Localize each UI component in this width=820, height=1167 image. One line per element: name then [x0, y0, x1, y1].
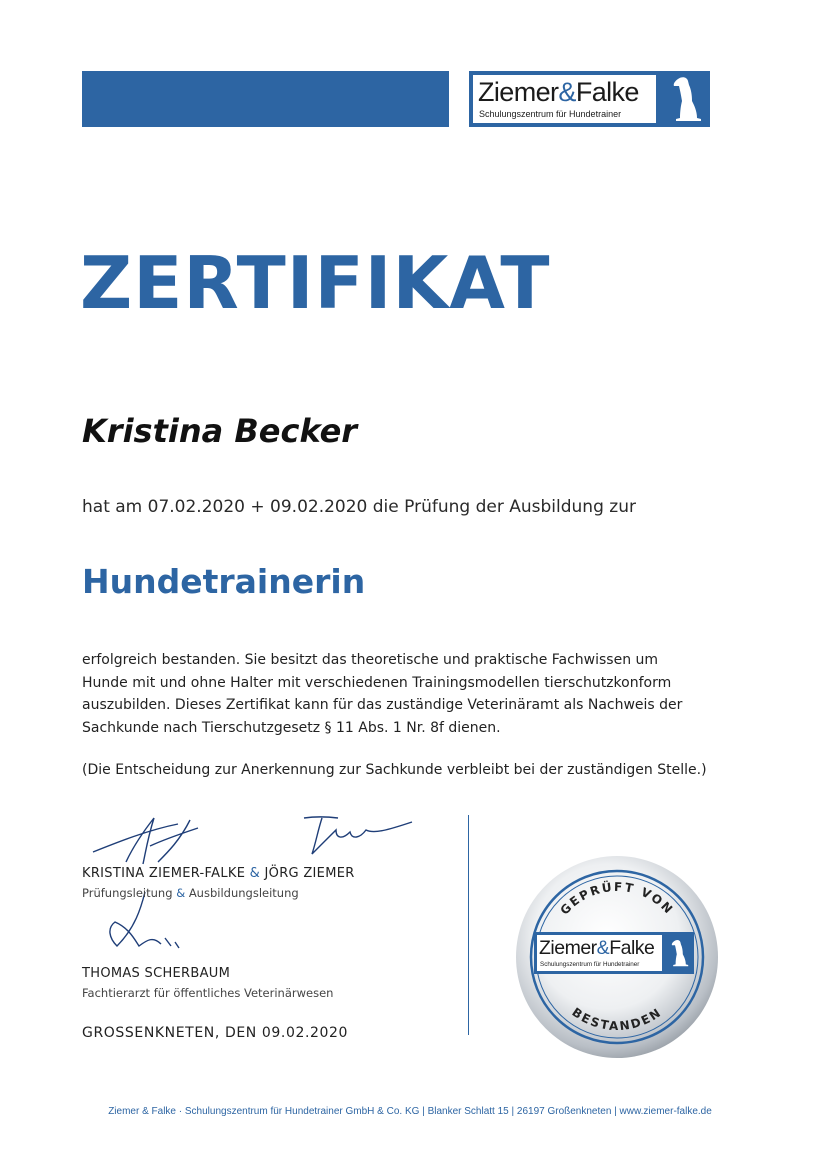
sitting-dog-icon [664, 75, 704, 123]
body-line: Hunde mit und ohne Halter mit verschiedenen Trainingsmodellen tierschutzkonform [82, 674, 672, 691]
footer-address: Ziemer & Falke · Schulungszentrum für Hundetrainer GmbH & Co. KG | Blanker Schlatt 15 | 26197 Großenkneten | www.ziemer-falke.de [108, 1106, 712, 1117]
signer-roles: Prüfungsleitung & Ausbildungsleitung [82, 886, 299, 900]
qualification-title: Hundetrainerin [82, 562, 366, 601]
seal-logo-subtitle: Schulungszentrum für Hundetrainer [540, 961, 640, 968]
seal-bottom-text: BESTANDEN [569, 1004, 665, 1034]
place-and-date: GROSSENKNETEN, DEN 09.02.2020 [82, 1025, 349, 1041]
vet-name: THOMAS SCHERBAUM [82, 966, 231, 981]
seal-top-text: GEPRÜFT VON [557, 879, 677, 918]
seal-logo-wordmark: Ziemer&Falke [539, 937, 655, 959]
exam-dates-line: hat am 07.02.2020 + 09.02.2020 die Prüfung der Ausbildung zur [82, 497, 636, 517]
signer-names: KRISTINA ZIEMER-FALKE & JÖRG ZIEMER [82, 866, 355, 881]
legal-note: (Die Entscheidung zur Anerkennung zur Sachkunde verbleibt bei der zuständigen Stelle.) [82, 762, 707, 778]
logo-dog-panel [656, 71, 710, 127]
header-blue-bar [82, 71, 449, 127]
signature-kristina-ziemer-falke [88, 812, 208, 872]
recipient-name: Kristina Becker [82, 412, 358, 450]
sitting-dog-icon [666, 935, 690, 971]
vet-role: Fachtierarzt für öffentliches Veterinärwesen [82, 986, 334, 1000]
signature-joerg-ziemer [300, 812, 420, 862]
vertical-divider [468, 815, 469, 1035]
logo-subtitle: Schulungszentrum für Hundetrainer [479, 109, 622, 119]
body-line: Sachkunde nach Tierschutzgesetz § 11 Abs. 1 Nr. 8f dienen. [82, 719, 501, 736]
body-line: erfolgreich bestanden. Sie besitzt das theoretische und praktische Fachwissen um [82, 652, 659, 668]
certificate-body [82, 649, 722, 739]
seal-logo-dog-panel [662, 932, 694, 974]
certificate-title: ZERTIFIKAT [80, 241, 551, 325]
logo-wordmark: Ziemer&Falke [478, 77, 639, 107]
body-line: auszubilden. Dieses Zertifikat kann für das zuständige Veterinäramt als Nachweis der [82, 697, 683, 713]
